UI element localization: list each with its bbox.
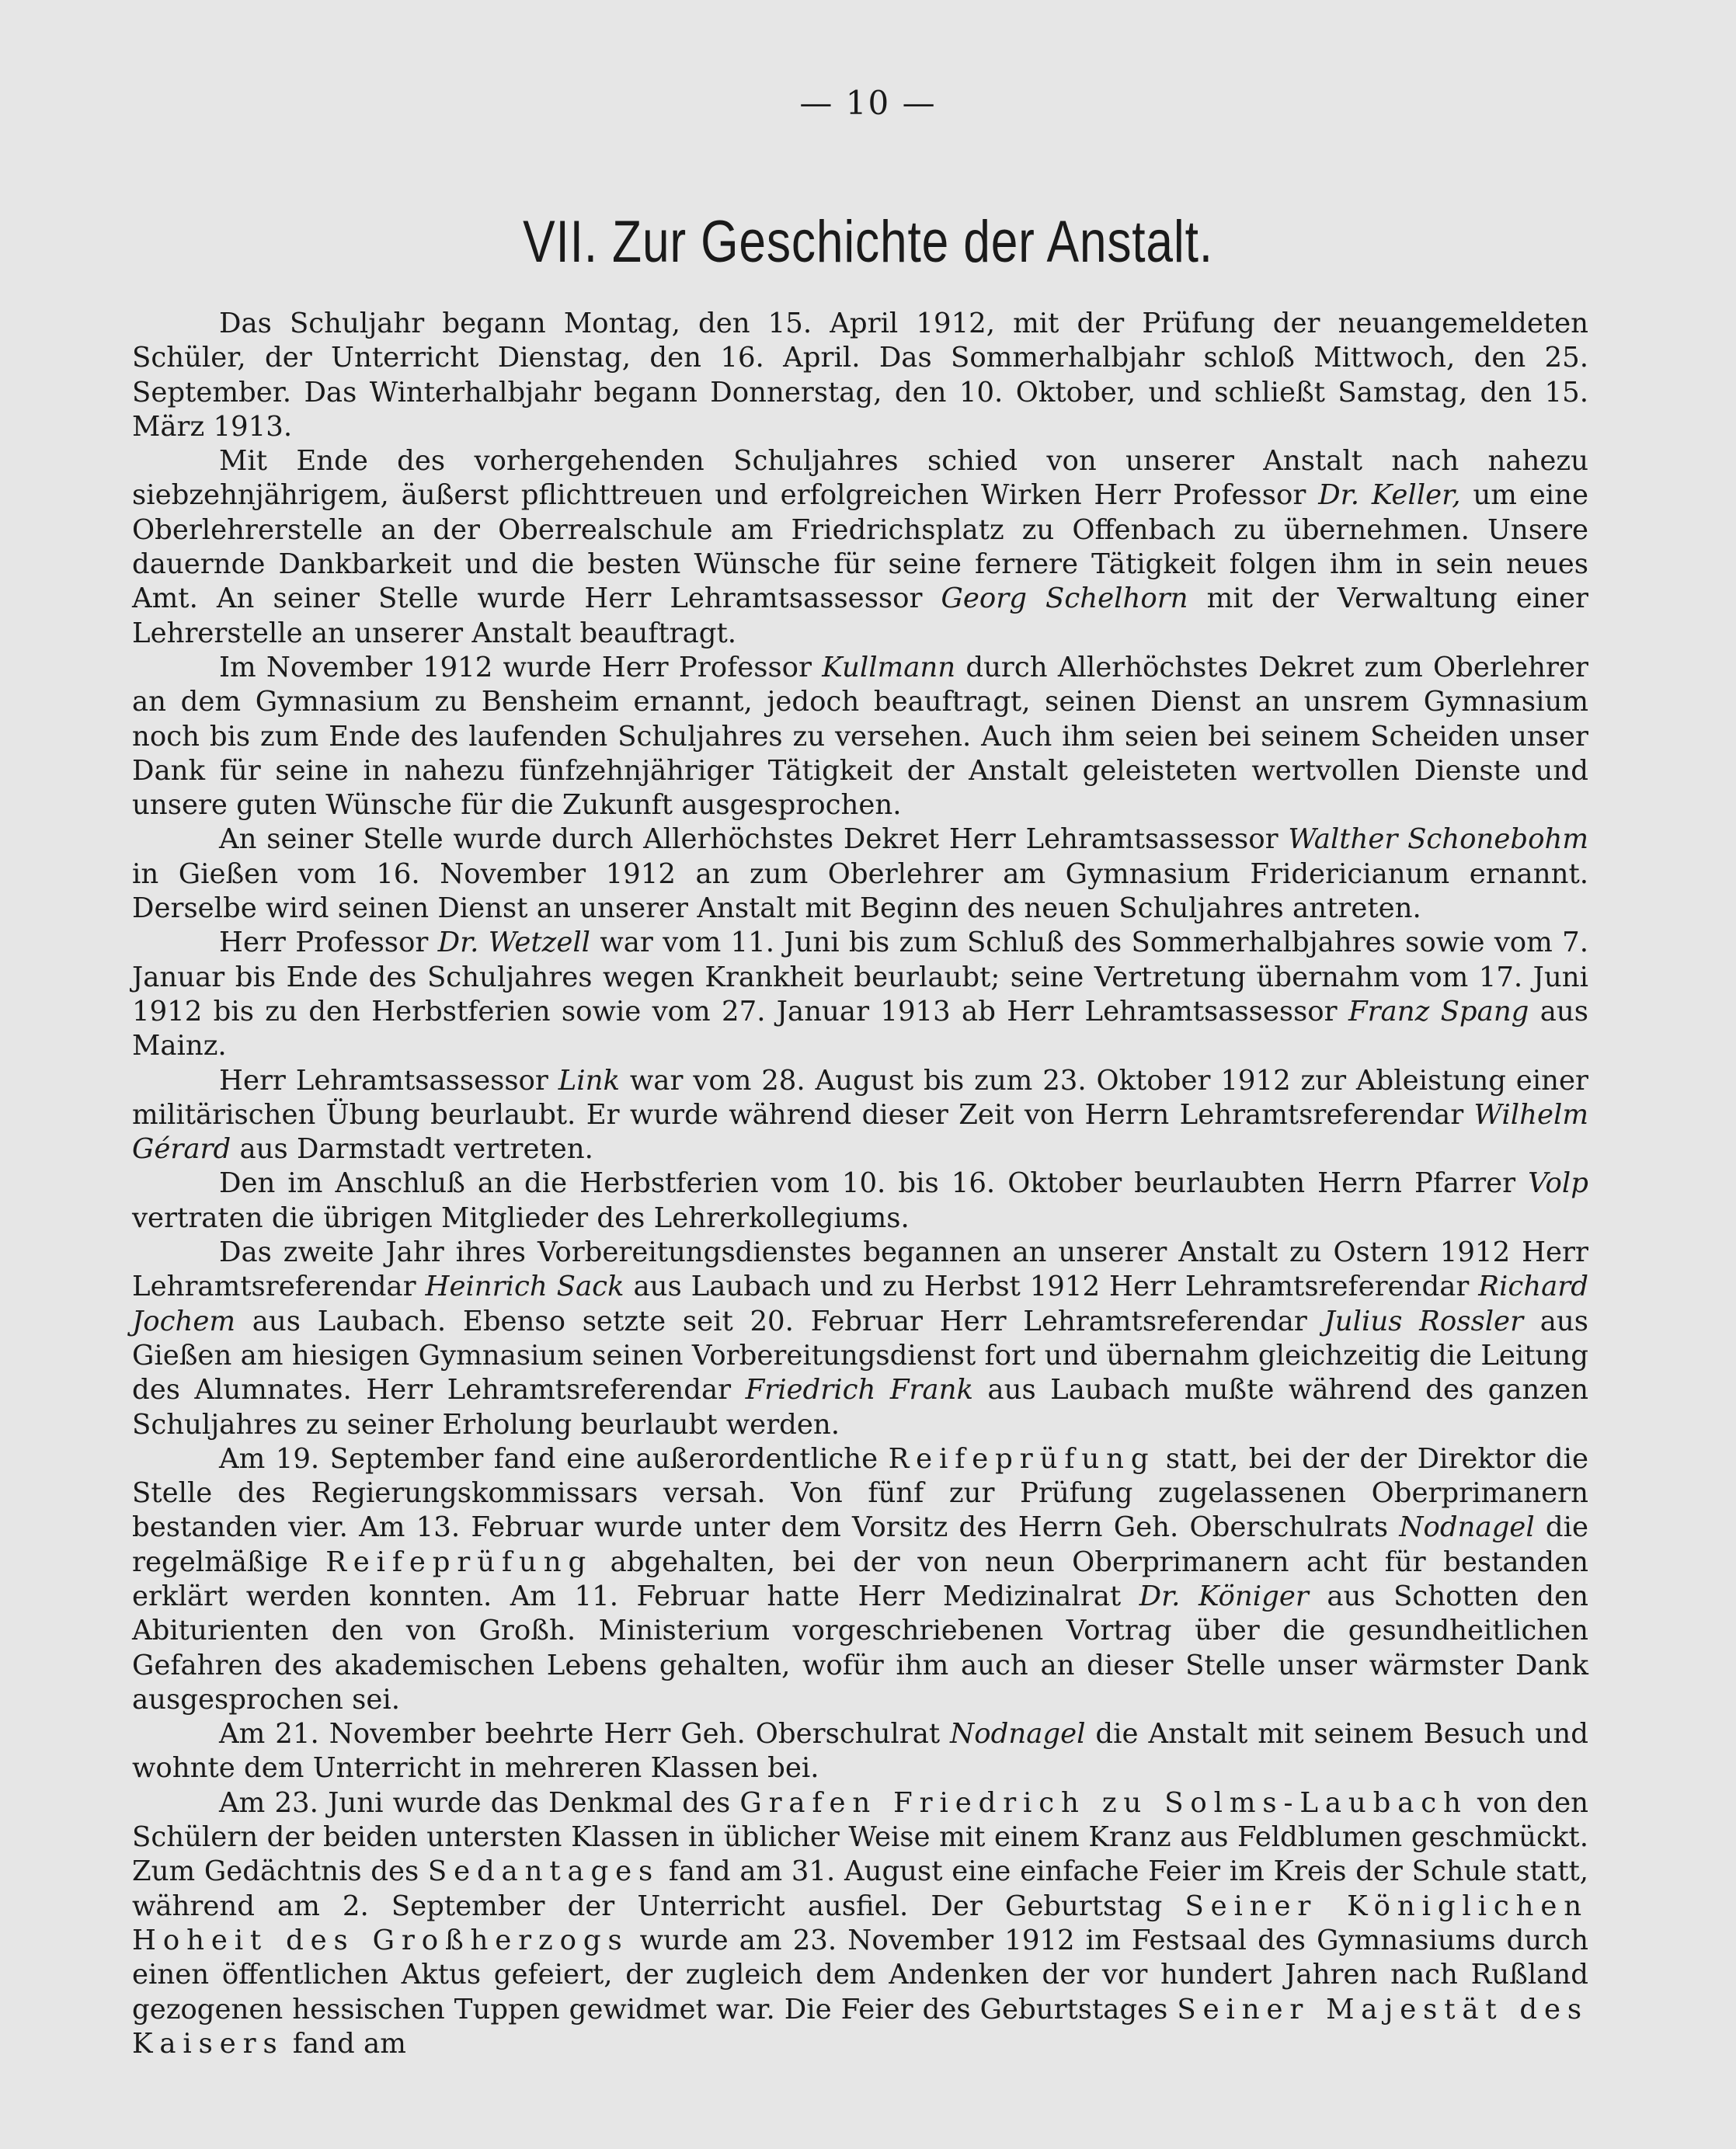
text-run: aus Mainz. [132, 995, 1588, 1062]
text-run: statt, bei der der Direktor die Stelle des Regierungskommissars versah. Von fünf zur Prüfung zugelassenen Oberprimanern bestanden vier. Am 13. Februar wurde unter dem Vorsitz des Herrn Geh. Oberschulrats [132, 1442, 1589, 1544]
paragraph [132, 1167, 1588, 1236]
text-run: fand am [284, 2027, 406, 2060]
body-text [132, 307, 1588, 2061]
italic-name: Julius Rossler [1324, 1305, 1524, 1337]
italic-name: Dr. Wetzell [437, 927, 591, 959]
text-run: in Gießen vom 16. November 1912 an zum Oberlehrer am Gymnasium Fridericianum ernannt. Derselbe wird seinen Dienst an unserer Anstalt mit Beginn des neuen Schuljahres antreten. [132, 857, 1588, 925]
text-run: die Anstalt mit seinem Besuch und wohnte dem Unterricht in mehreren Klassen bei. [132, 1718, 1588, 1785]
text-run: Am 23. Juni wurde das Denkmal des [219, 1786, 740, 1819]
text-run: Am 21. November beehrte Herr Geh. Oberschulrat [219, 1718, 951, 1751]
text-run: Herr Professor [219, 927, 438, 959]
italic-name: Franz Spang [1348, 995, 1529, 1028]
italic-name: Dr. Keller, [1318, 479, 1461, 512]
paragraph [132, 926, 1588, 1063]
paragraph [132, 822, 1588, 926]
italic-name: Nodnagel [950, 1718, 1086, 1751]
text-run: Das zweite Jahr ihres Vorbereitungsdienstes begannen an unserer Anstalt zu Ostern 1912 Herr Lehramtsreferendar [132, 1236, 1588, 1303]
italic-name: Dr. Königer [1139, 1580, 1309, 1612]
text-run: aus Gießen am hiesigen Gymnasium seinen Vorbereitungsdienst fort und übernahm gleichzeitig die Leitung des Alumnates. Herr Lehramtsreferendar [132, 1305, 1588, 1407]
text-run: Das Schuljahr begann Montag, den 15. April 1912, mit der Prüfung der neuangemeldeten Schüler, der Unterricht Dienstag, den 16. April. Das Sommerhalbjahr schloß Mittwoch, den 25. September. Das Winterhalbjahr begann Donnerstag, den 10. Oktober, und schließt Samstag, den 15. März 1913. [132, 308, 1588, 443]
italic-name: Walther Schonebohm [1288, 823, 1589, 856]
italic-name: Richard Jochem [132, 1271, 1588, 1337]
paragraph [132, 1236, 1588, 1442]
spaced-text: Grafen Friedrich zu Solms-Laubach [739, 1786, 1468, 1819]
spaced-text: Sedantages [427, 1855, 660, 1888]
text-run: aus Darmstadt vertreten. [231, 1133, 593, 1166]
italic-name: Volp [1528, 1167, 1588, 1200]
text-run: mit der Verwaltung einer Lehrerstelle an unserer Anstalt beauftragt. [132, 582, 1589, 649]
text-run: Am 19. September fand eine außerordentliche [219, 1442, 889, 1475]
text-run: Im November 1912 wurde Herr Professor [219, 651, 823, 683]
text-run: abgehalten, bei der von neun Oberprimanern acht für bestanden erklärt werden konnten. Am 11. Februar hatte Herr Medizinalrat [132, 1546, 1588, 1612]
paragraph [132, 307, 1588, 444]
spaced-text: Seiner Majestät des Kaisers [132, 1993, 1588, 2060]
italic-name: Nodnagel [1399, 1511, 1535, 1544]
text-run: um eine Oberlehrerstelle an der Oberrealschule am Friedrichsplatz zu Offenbach zu übernehmen. Unsere dauernde Dankbarkeit und die besten Wünsche für seine fernere Tätigkeit folgen ihm in sein neues Amt. An seiner Stelle wurde Herr Lehramtsassessor [132, 479, 1588, 615]
italic-name: Georg Schelhorn [941, 582, 1188, 615]
italic-name: Kullmann [822, 651, 956, 683]
italic-name: Link [558, 1064, 621, 1097]
paragraph [132, 1442, 1588, 1717]
text-run: fand am 31. August eine einfache Feier im Kreis der Schule statt, während am 2. September der Unterricht ausfiel. Der Geburtstag [132, 1855, 1589, 1922]
text-run: aus Laubach mußte während des ganzen Schuljahres zu seiner Erholung beurlaubt werden. [132, 1374, 1589, 1441]
text-run: Herr Lehramtsassessor [219, 1064, 558, 1097]
text-run: aus Laubach und zu Herbst 1912 Herr Lehramtsreferendar [624, 1271, 1479, 1303]
text-run: aus Laubach. Ebenso setzte seit 20. Februar Herr Lehramtsreferendar [235, 1305, 1324, 1337]
paragraph [132, 444, 1588, 651]
spaced-text: Seiner Königlichen Hoheit des Großherzogs [132, 1890, 1588, 1956]
text-run: von den Schülern der beiden untersten Klassen in üblicher Weise mit einem Kranz aus Feldblumen geschmückt. Zum Gedächtnis des [132, 1786, 1588, 1888]
spaced-text: Reifeprüfung [888, 1442, 1156, 1475]
italic-name: Heinrich Sack [425, 1271, 624, 1303]
spaced-text: Reifeprüfung [325, 1546, 593, 1578]
text-run: vertraten die übrigen Mitglieder des Lehrerkollegiums. [132, 1201, 910, 1234]
text-run: An seiner Stelle wurde durch Allerhöchstes Dekret Herr Lehramtsassessor [219, 823, 1289, 856]
text-run: durch Allerhöchstes Dekret zum Oberlehrer an dem Gymnasium zu Bensheim ernannt, jedoch beauftragt, seinen Dienst an unsrem Gymnasium noch bis zum Ende des laufenden Schuljahres zu versehen. Auch ihm seien bei seinem Scheiden unser Dank für seine in nahezu fünfzehnjähriger Tätigkeit der Anstalt geleisteten wertvollen Dienste und unsere guten Wünsche für die Zukunft ausgesprochen. [132, 651, 1588, 822]
text-run: wurde am 23. November 1912 im Festsaal des Gymnasiums durch einen öffentlichen Aktus gefeiert, der zugleich dem Andenken der vor hundert Jahren nach Rußland gezogenen hessischen Tuppen gewidmet war. Die Feier des Geburtstages [132, 1924, 1588, 2026]
paragraph [132, 651, 1588, 822]
text-run: die regelmäßige [132, 1511, 1589, 1578]
paragraph [132, 1786, 1588, 2061]
text-run: Mit Ende des vorhergehenden Schuljahres schied von unserer Anstalt nach nahezu siebzehnjährigem, äußerst pflichttreuen und erfolgreichen Wirken Herr Professor [132, 445, 1588, 512]
text-run: Den im Anschluß an die Herbstferien vom 10. bis 16. Oktober beurlaubten Herrn Pfarrer [219, 1167, 1529, 1200]
text-run: aus Schotten den Abiturienten den von Großh. Ministerium vorgeschriebenen Vortrag über die gesundheitlichen Gefahren des akademischen Lebens gehalten, wofür ihm auch an dieser Stelle unser wärmster Dank ausgesprochen sei. [132, 1580, 1589, 1716]
italic-name: Wilhelm Gérard [132, 1098, 1588, 1166]
text-run: war vom 11. Juni bis zum Schluß des Sommerhalbjahres sowie vom 7. Januar bis Ende des Schuljahres wegen Krankheit beurlaubt; seine Vertretung übernahm vom 17. Juni 1912 bis zu den Herbstferien sowie vom 27. Januar 1913 ab Herr Lehramtsassessor [132, 927, 1589, 1028]
italic-name: Friedrich Frank [745, 1374, 973, 1407]
paragraph [132, 1717, 1588, 1786]
section-title: VII. Zur Geschichte der Anstalt. [523, 209, 1213, 275]
page-number: — 10 — [799, 84, 937, 122]
text-run: war vom 28. August bis zum 23. Oktober 1912 zur Ableistung einer militärischen Übung beurlaubt. Er wurde während dieser Zeit von Herrn Lehramtsreferendar [132, 1064, 1588, 1131]
paragraph [132, 1064, 1588, 1167]
